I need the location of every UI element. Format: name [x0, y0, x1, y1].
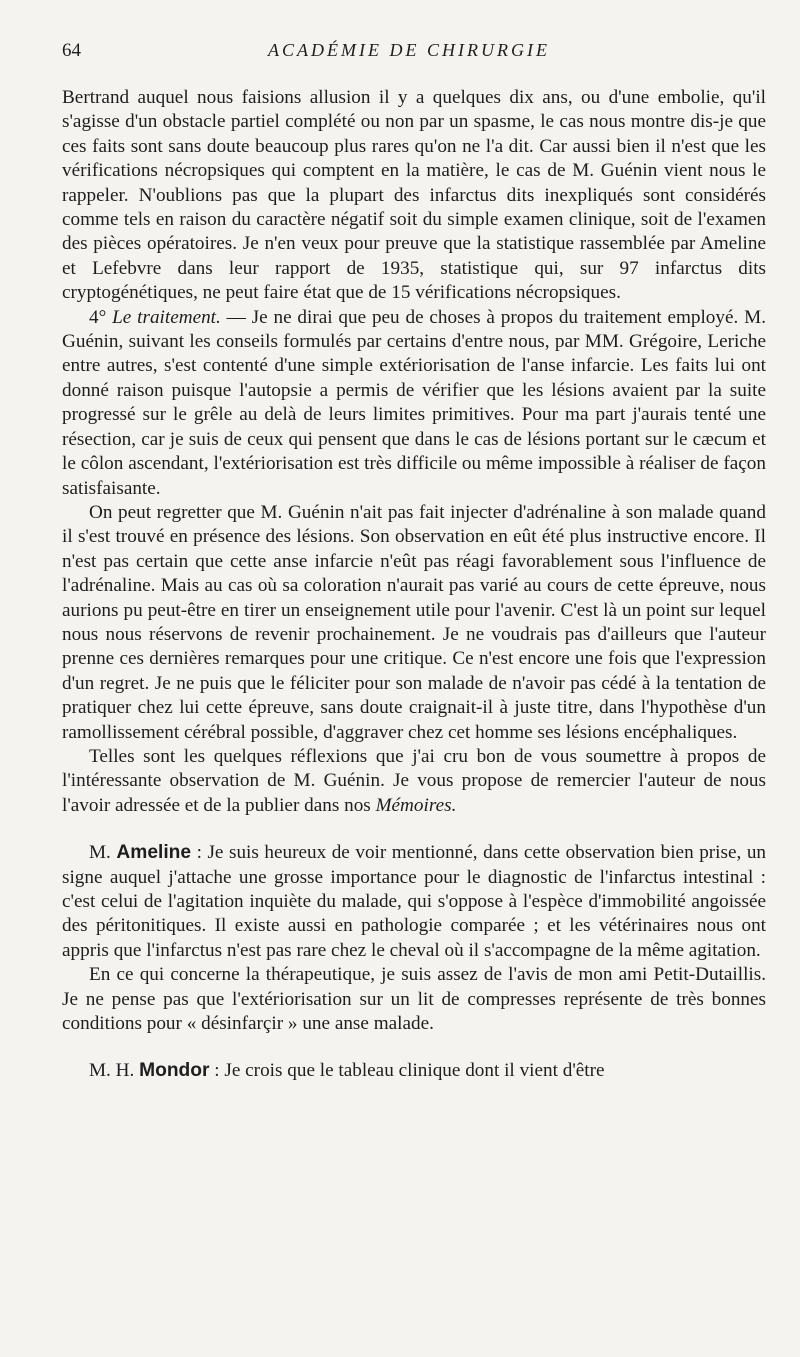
paragraph-gap [62, 818, 766, 841]
page-header [62, 40, 756, 66]
paragraph-adrenaline [62, 501, 766, 745]
paragraph-text: : Je crois que le tableau clinique dont il vient d'être [209, 1060, 605, 1082]
memoires-title: Mémoires. [375, 794, 457, 816]
section-number: 4° [89, 306, 107, 328]
paragraph-gap [62, 1036, 766, 1059]
paragraph-treatment [62, 306, 766, 501]
speaker-name-mondor: Mondor [139, 1060, 210, 1082]
body-text [62, 86, 766, 1084]
paragraph-mondor [62, 1059, 766, 1083]
speaker-name-ameline: Ameline [116, 842, 192, 864]
speaker-prefix: M. [89, 842, 117, 864]
running-title: ACADÉMIE DE CHIRURGIE [268, 40, 550, 60]
paragraph-text: Bertrand auquel nous faisions allusion il y a quelques dix ans, ou d'une embolie, qu'il s'agisse d'un obstacle partiel complété ou non par un spasme, le cas nous montre dis-je que ces faits sont sans doute beaucoup plus rares qu'on ne l'a dit. Car aussi bien il n'est que les vérifications nécropsiques qui comptent en la matière, le cas de M. Guénin vient nous le rappeler. N'oublions pas que la plupart des infarctus dits inexpliqués sont considérés comme tels en raison du caractère négatif soit du simple examen clinique, soit de l'examen des pièces opératoires. Je n'en veux pour preuve que la statistique rassemblée par Ameline et Lefebvre dans leur rapport de 1935, statistique qui, sur 97 infarctus dits cryptogénétiques, ne peut faire état que de 15 vérifications nécropsiques. [62, 87, 766, 304]
page-number: 64 [62, 40, 81, 61]
paragraph-ameline [62, 841, 766, 963]
paragraph-therapeutics [62, 963, 766, 1036]
section-title: Le traitement. [112, 306, 221, 328]
paragraph-etiology [62, 86, 766, 306]
speaker-prefix: M. H. [89, 1060, 140, 1082]
paragraph-text: On peut regretter que M. Guénin n'ait pas fait injecter d'adrénaline à son malade quand il s'est trouvé en présence des lésions. Son observation en eût été plus instructive encore. Il n'est pas certain que cette anse infarcie n'eût pas réagi favorablement sous l'influence de l'adrénaline. Mais au cas où sa coloration n'aurait pas varié au cours de cette épreuve, nous aurions pu peut-être en tirer un enseignement utile pour l'avenir. C'est là un point sur lequel nous nous réservons de revenir prochainement. Je ne voudrais pas d'ailleurs que l'auteur prenne ces dernières remarques pour une critique. Ce n'est encore une fois que l'expression d'un regret. Je ne puis que le féliciter pour son malade de n'avoir pas cédé à la tentation de pratiquer chez lui cette épreuve, sans doute craignait-il à juste titre, dans l'hypothèse d'un ramollissement cérébral possible, d'aggraver chez cet homme ses lésions encéphaliques. [62, 501, 766, 743]
paragraph-text: Telles sont les quelques réflexions que j'ai cru bon de vous soumettre à propos de l'intéressante observation de M. Guénin. Je vous propose de remercier l'auteur de nous l'avoir adressée et de la publier dans nos [62, 745, 766, 816]
paragraph-text: En ce qui concerne la thérapeutique, je suis assez de l'avis de mon ami Petit-Dutaillis. Je ne pense pas que l'extériorisation sur un lit de compresses représente de très bonnes conditions pour « désinfarçir » une anse malade. [62, 964, 766, 1035]
paragraph-conclusion [62, 745, 766, 818]
paragraph-text: : Je suis heureux de voir mentionné, dans cette observation bien prise, un signe auquel j'attache une grosse importance pour le diagnostic de l'infarctus intestinal : c'est celui de l'agitation inquiète du malade, qui s'oppose à l'espèce d'immobilité angoissée des péritonitiques. Il existe aussi en pathologie comparée ; et les vétérinaires nous ont appris que l'infarctus n'est pas rare chez le cheval où il s'accompagne de la même agitation. [62, 842, 767, 961]
paragraph-text: — Je ne dirai que peu de choses à propos du traitement employé. M. Guénin, suivant les conseils formulés par certains d'entre nous, par MM. Grégoire, Leriche entre autres, s'est contenté d'une simple extériorisation de l'anse infarcie. Les faits lui ont donné raison puisque l'autopsie a permis de vérifier que les lésions avaient par la suite progressé sur le grêle au delà de leurs limites primitives. Pour ma part j'aurais tenté une résection, car je suis de ceux qui pensent que dans le cas de lésions portant sur le cæcum et le côlon ascendant, l'extériorisation est très difficile ou même impossible à réaliser de façon satisfaisante. [62, 306, 767, 499]
